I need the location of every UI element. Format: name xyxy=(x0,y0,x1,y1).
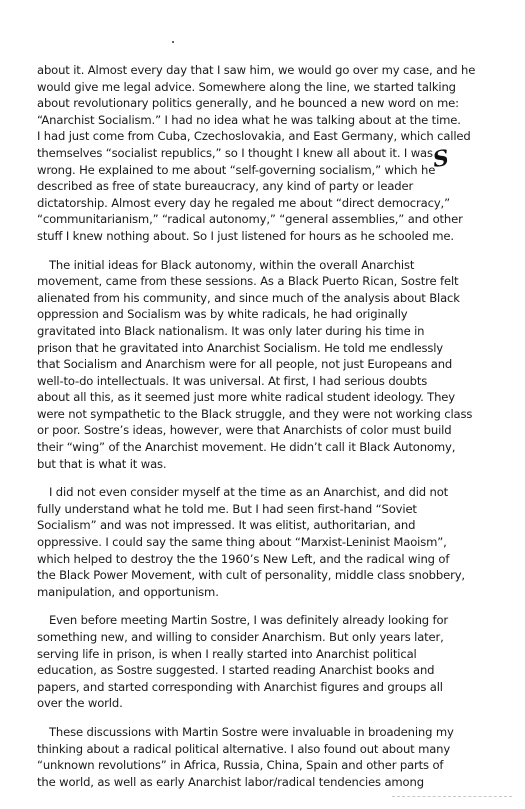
scan-edge-line xyxy=(392,796,512,797)
text-line: but that is what it was. xyxy=(37,456,167,471)
paragraph xyxy=(37,484,512,600)
text-line: thinking about a radical political alternative. I also found out about many xyxy=(37,741,451,756)
text-line: or poor. Sostre’s ideas, however, were that Anarchists of color must build xyxy=(37,423,452,438)
handwritten-margin-mark: S xyxy=(431,145,451,173)
text-line: the Black Power Movement, with cult of personality, middle class snobbery, xyxy=(37,568,465,583)
paragraph xyxy=(37,612,512,712)
text-line: wrong. He explained to me about “self-governing socialism,” which he xyxy=(37,162,436,177)
paragraph xyxy=(37,62,512,245)
text-line: oppressive. I could say the same thing about “Marxist-Leninist Maoism”, xyxy=(37,535,447,550)
text-line: Even before meeting Martin Sostre, I was definitely already looking for xyxy=(49,613,449,628)
text-line: alienated from his community, and since much of the analysis about Black xyxy=(37,290,460,305)
text-line: described as free of state bureaucracy, any kind of party or leader xyxy=(37,179,414,194)
text-line: movement, came from these sessions. As a Black Puerto Rican, Sostre felt xyxy=(37,274,459,289)
paragraph xyxy=(37,724,512,790)
text-line: over the world. xyxy=(37,696,123,711)
text-line: These discussions with Martin Sostre were invaluable in broadening my xyxy=(49,724,454,739)
body-text xyxy=(37,62,512,802)
text-line: I did not even consider myself at the time as an Anarchist, and did not xyxy=(49,485,449,500)
text-line: education, as Sostre suggested. I started reading Anarchist books and xyxy=(37,663,435,678)
text-line: would give me legal advice. Somewhere along the line, we started talking xyxy=(37,79,456,94)
text-line: their “wing” of the Anarchist movement. He didn’t call it Black Autonomy, xyxy=(37,440,456,455)
text-line: “Anarchist Socialism.” I had no idea what he was talking about at the time. xyxy=(37,112,461,127)
text-line: about revolutionary politics generally, and he bounced a new word on me: xyxy=(37,96,459,111)
text-line: papers, and started corresponding with Anarchist figures and groups all xyxy=(37,679,443,694)
text-line: “communitarianism,” “radical autonomy,” “general assemblies,” and other xyxy=(37,212,463,227)
text-line: stuff I knew nothing about. So I just listened for hours as he schooled me. xyxy=(37,228,454,243)
paragraph xyxy=(37,257,512,473)
text-line: fully understand what he told me. But I had seen first-hand “Soviet xyxy=(37,501,417,516)
text-line: well-to-do intellectuals. It was universal. At first, I had serious doubts xyxy=(37,373,428,388)
text-line: the world, as well as early Anarchist labor/radical tendencies among xyxy=(37,774,424,789)
text-line: Socialism” and was not impressed. It was elitist, authoritarian, and xyxy=(37,518,416,533)
text-line: “unknown revolutions” in Africa, Russia, China, Spain and other parts of xyxy=(37,758,444,773)
text-line: prison that he gravitated into Anarchist Socialism. He told me endlessly xyxy=(37,340,444,355)
text-line: I had just come from Cuba, Czechoslovakia, and East Germany, which called xyxy=(37,129,471,144)
text-line: serving life in prison, is when I really started into Anarchist political xyxy=(37,646,417,661)
text-line: gravitated into Black nationalism. It was only later during his time in xyxy=(37,323,425,338)
text-line: themselves “socialist republics,” so I thought I knew all about it. I was xyxy=(37,145,433,160)
text-line: manipulation, and opportunism. xyxy=(37,584,219,599)
text-line: that Socialism and Anarchism were for all people, not just Europeans and xyxy=(37,357,453,372)
text-line: oppression and Socialism was by white radicals, he had originally xyxy=(37,307,408,322)
text-line: which helped to destroy the the 1960’s New Left, and the radical wing of xyxy=(37,551,450,566)
text-line: dictatorship. Almost every day he regaled me about “direct democracy,” xyxy=(37,195,450,210)
text-line: something new, and willing to consider Anarchism. But only years later, xyxy=(37,630,444,644)
text-line: The initial ideas for Black autonomy, within the overall Anarchist xyxy=(49,257,415,272)
text-line: about all this, as it seemed just more white radical student ideology. They xyxy=(37,390,456,405)
text-line: about it. Almost every day that I saw him, we would go over my case, and he xyxy=(37,63,476,77)
scan-speck xyxy=(172,41,174,43)
text-line: were not sympathetic to the Black struggle, and they were not working class xyxy=(37,406,473,421)
